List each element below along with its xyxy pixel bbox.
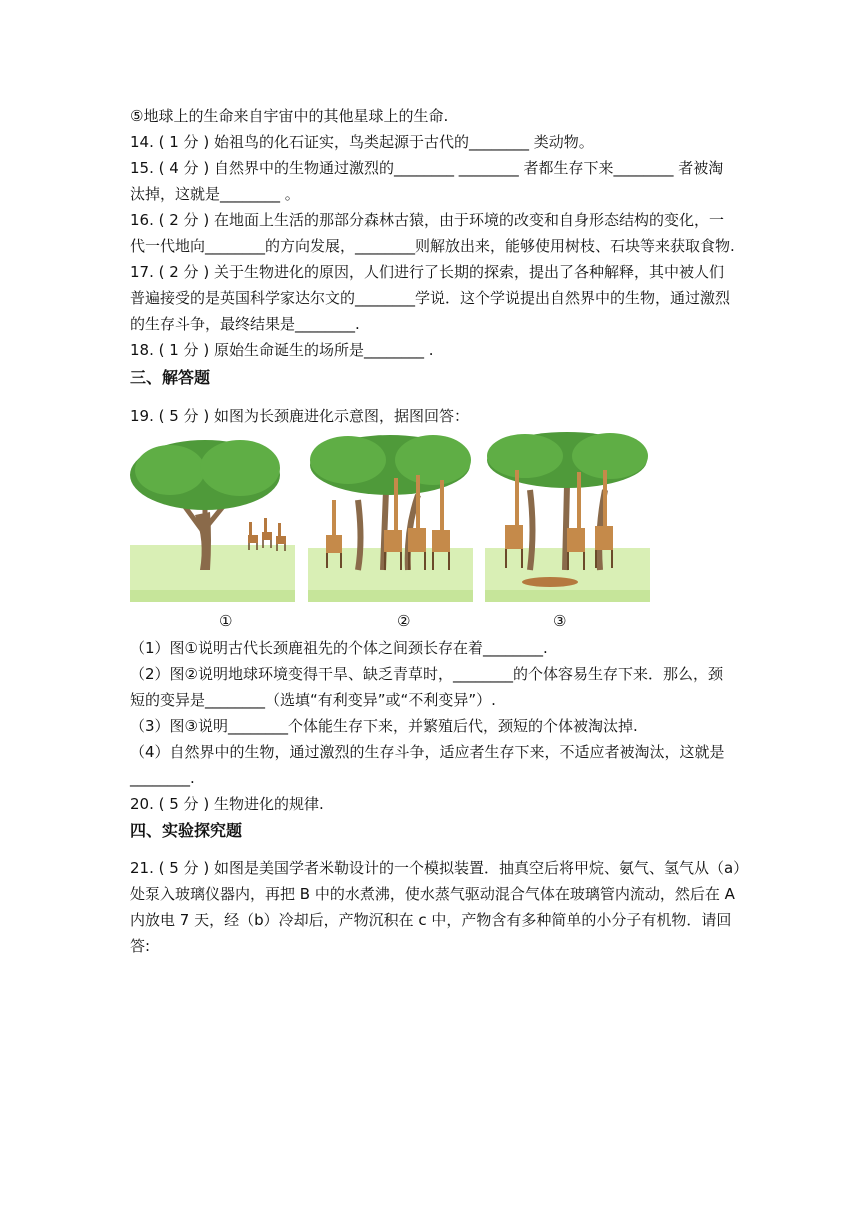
- question-17: 17. ( 2 分 ) 关于生物进化的原因，人们进行了长期的探索，提出了各种解释，其中被人们: [130, 263, 724, 281]
- figure-panel-1: [130, 430, 295, 602]
- question-15: 15. ( 4 分 ) 自然界中的生物通过激烈的________ ________ 者都生存下来________ 者被淘: [130, 159, 724, 177]
- section-heading-3: 三、解答题: [130, 368, 211, 387]
- sub-question-2-cont: 短的变异是________（选填“有利变异”或“不利变异”）.: [130, 691, 496, 709]
- question-18: 18. ( 1 分 ) 原始生命诞生的场所是________ .: [130, 341, 434, 359]
- figure-panel-3: [485, 430, 650, 602]
- question-17-cont: 普遍接受的是英国科学家达尔文的________学说．这个学说提出自然界中的生物，通过激烈: [130, 289, 731, 307]
- question-16: 16. ( 2 分 ) 在地面上生活的那部分森林古猿，由于环境的改变和自身形态结构的变化，一: [130, 211, 724, 229]
- sub-question-2: （2）图②说明地球环境变得干旱、缺乏青草时，________的个体容易生存下来．那么，颈: [130, 665, 723, 683]
- figure-caption-2: ②: [397, 612, 411, 630]
- figure-caption-1: ①: [219, 612, 233, 630]
- question-21-cont: 处泵入玻璃仪器内，再把 B 中的水煮沸，使水蒸气驱动混合气体在玻璃管内流动，然后在 A: [130, 885, 735, 903]
- question-14: 14. ( 1 分 ) 始祖鸟的化石证实，鸟类起源于古代的________ 类动物。: [130, 133, 594, 151]
- sub-question-4: （4）自然界中的生物，通过激烈的生存斗争，适应者生存下来，不适应者被淘汰，这就是: [130, 743, 725, 761]
- question-21-cont2: 内放电 7 天，经（b）冷却后，产物沉积在 c 中，产物含有多种简单的小分子有机物．请回: [130, 911, 732, 929]
- question-16-cont: 代一代地向________的方向发展，________则解放出来，能够使用树枝、石块等来获取食物.: [130, 237, 735, 255]
- section-heading-4: 四、实验探究题: [130, 821, 243, 840]
- question-19: 19. ( 5 分 ) 如图为长颈鹿进化示意图，据图回答：: [130, 407, 469, 425]
- question-21: 21. ( 5 分 ) 如图是美国学者米勒设计的一个模拟装置．抽真空后将甲烷、氨气、氢气从（a）: [130, 859, 749, 877]
- question-20: 20. ( 5 分 ) 生物进化的规律.: [130, 795, 324, 813]
- question-15-cont: 汰掉，这就是________ 。: [130, 185, 300, 203]
- question-21-cont3: 答:: [130, 937, 151, 955]
- sub-question-3: （3）图③说明________个体能生存下来，并繁殖后代，颈短的个体被淘汰掉.: [130, 717, 638, 735]
- figure-panel-2: [308, 430, 473, 602]
- figure-caption-3: ③: [553, 612, 567, 630]
- text-line: ⑤地球上的生命来自宇宙中的其他星球上的生命.: [130, 107, 449, 125]
- giraffe-evolution-figure: [130, 430, 650, 602]
- sub-question-4-cont: ________.: [130, 769, 195, 787]
- sub-question-1: （1）图①说明古代长颈鹿祖先的个体之间颈长存在着________.: [130, 639, 548, 657]
- question-17-cont2: 的生存斗争，最终结果是________.: [130, 315, 360, 333]
